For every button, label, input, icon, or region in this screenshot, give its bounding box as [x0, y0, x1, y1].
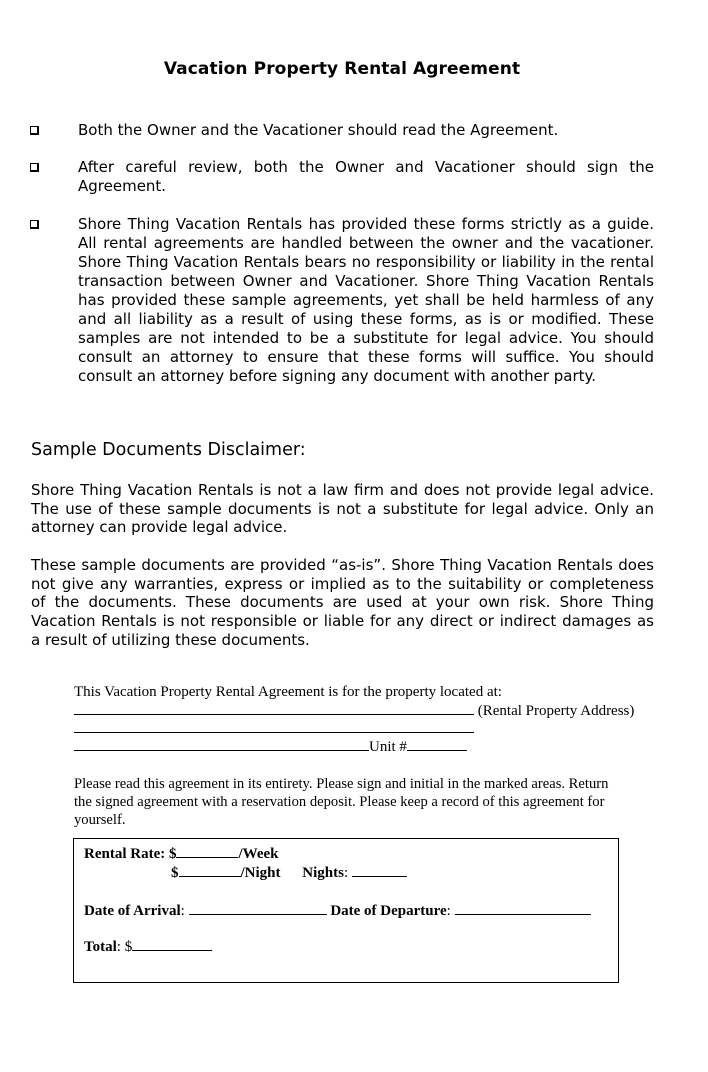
instruction-bullet	[30, 215, 654, 386]
address-field[interactable]	[74, 701, 474, 715]
bullet-text: Both the Owner and the Vacationer should read the Agreement.	[78, 121, 559, 139]
instruction-bullet	[30, 158, 654, 196]
address-field-2[interactable]	[74, 719, 474, 733]
disclaimer-paragraph: Shore Thing Vacation Rentals is not a law firm and does not provide legal advice. The use of these sample documents is not a substitute for legal advice. Only an attorney can provide legal advice.	[31, 481, 654, 537]
per-night-label: /Night	[240, 865, 281, 881]
address-line-3	[74, 737, 467, 756]
rate-week-line	[84, 844, 278, 863]
bullet-text: After careful review, both the Owner and Vacationer should sign the Agreement.	[78, 158, 654, 195]
dates-line: Date of Arrival: Date of Departure:	[84, 901, 591, 920]
address-field-3[interactable]	[74, 737, 369, 751]
checkbox-icon	[30, 220, 39, 229]
rental-rate-label: Rental Rate: $	[84, 846, 177, 862]
bullet-text: Shore Thing Vacation Rentals has provided these forms strictly as a guide. All rental agreements are handled between the owner and the vacationer. Shore Thing Vacation Rentals bears no responsibility or liability in the rental transaction between Owner and Vacationer. Shore Thing Vacation Rentals has provided these sample agreements, yet shall be held harmless of any and all liability as a result of using these forms, as is or modified. These samples are not intended to be a substitute for legal advice. You should consult an attorney to ensure that these forms will suffice. You should consult an attorney before signing any document with another party.	[78, 215, 654, 385]
address-line-2	[74, 719, 474, 738]
total-line: Total: $	[84, 937, 212, 956]
property-intro: This Vacation Property Rental Agreement is for the property located at:	[74, 684, 502, 700]
form-instructions: Please read this agreement in its entirety. Please sign and initial in the marked areas. Return the signed agreement with a reservation deposit. Please keep a record of this agreement for yourself.	[74, 776, 609, 828]
unit-label: Unit #	[369, 739, 407, 755]
nightly-rate-field[interactable]	[179, 863, 241, 877]
weekly-rate-field[interactable]	[176, 844, 238, 858]
document-title: Vacation Property Rental Agreement	[163, 59, 521, 79]
dollar-label: $	[171, 865, 179, 881]
disclaimer-heading: Sample Documents Disclaimer:	[31, 440, 306, 460]
departure-label: Date of Departure	[330, 903, 447, 919]
checkbox-icon	[30, 163, 39, 172]
address-line-1	[74, 701, 634, 720]
nights-field[interactable]	[352, 863, 407, 877]
departure-date-field[interactable]	[455, 901, 591, 915]
disclaimer-paragraph: These sample documents are provided “as-is”. Shore Thing Vacation Rentals does not give any warranties, express or implied as to the suitability or completeness of the documents. These documents are used at your own risk. Shore Thing Vacation Rentals is not responsible or liable for any direct or indirect damages as a result of utilizing these documents.	[31, 556, 654, 649]
arrival-date-field[interactable]	[189, 901, 327, 915]
instruction-bullet	[30, 121, 654, 140]
checkbox-icon	[30, 126, 39, 135]
rental-rate-box	[73, 838, 619, 983]
total-label: Total	[84, 939, 117, 955]
address-label: (Rental Property Address)	[477, 703, 635, 719]
nights-label: Nights	[302, 865, 344, 881]
total-field[interactable]	[132, 937, 212, 951]
rate-night-line: $ /Night Nights:	[171, 863, 407, 882]
per-week-label: /Week	[238, 846, 279, 862]
arrival-label: Date of Arrival	[84, 903, 181, 919]
unit-field[interactable]	[407, 737, 467, 751]
